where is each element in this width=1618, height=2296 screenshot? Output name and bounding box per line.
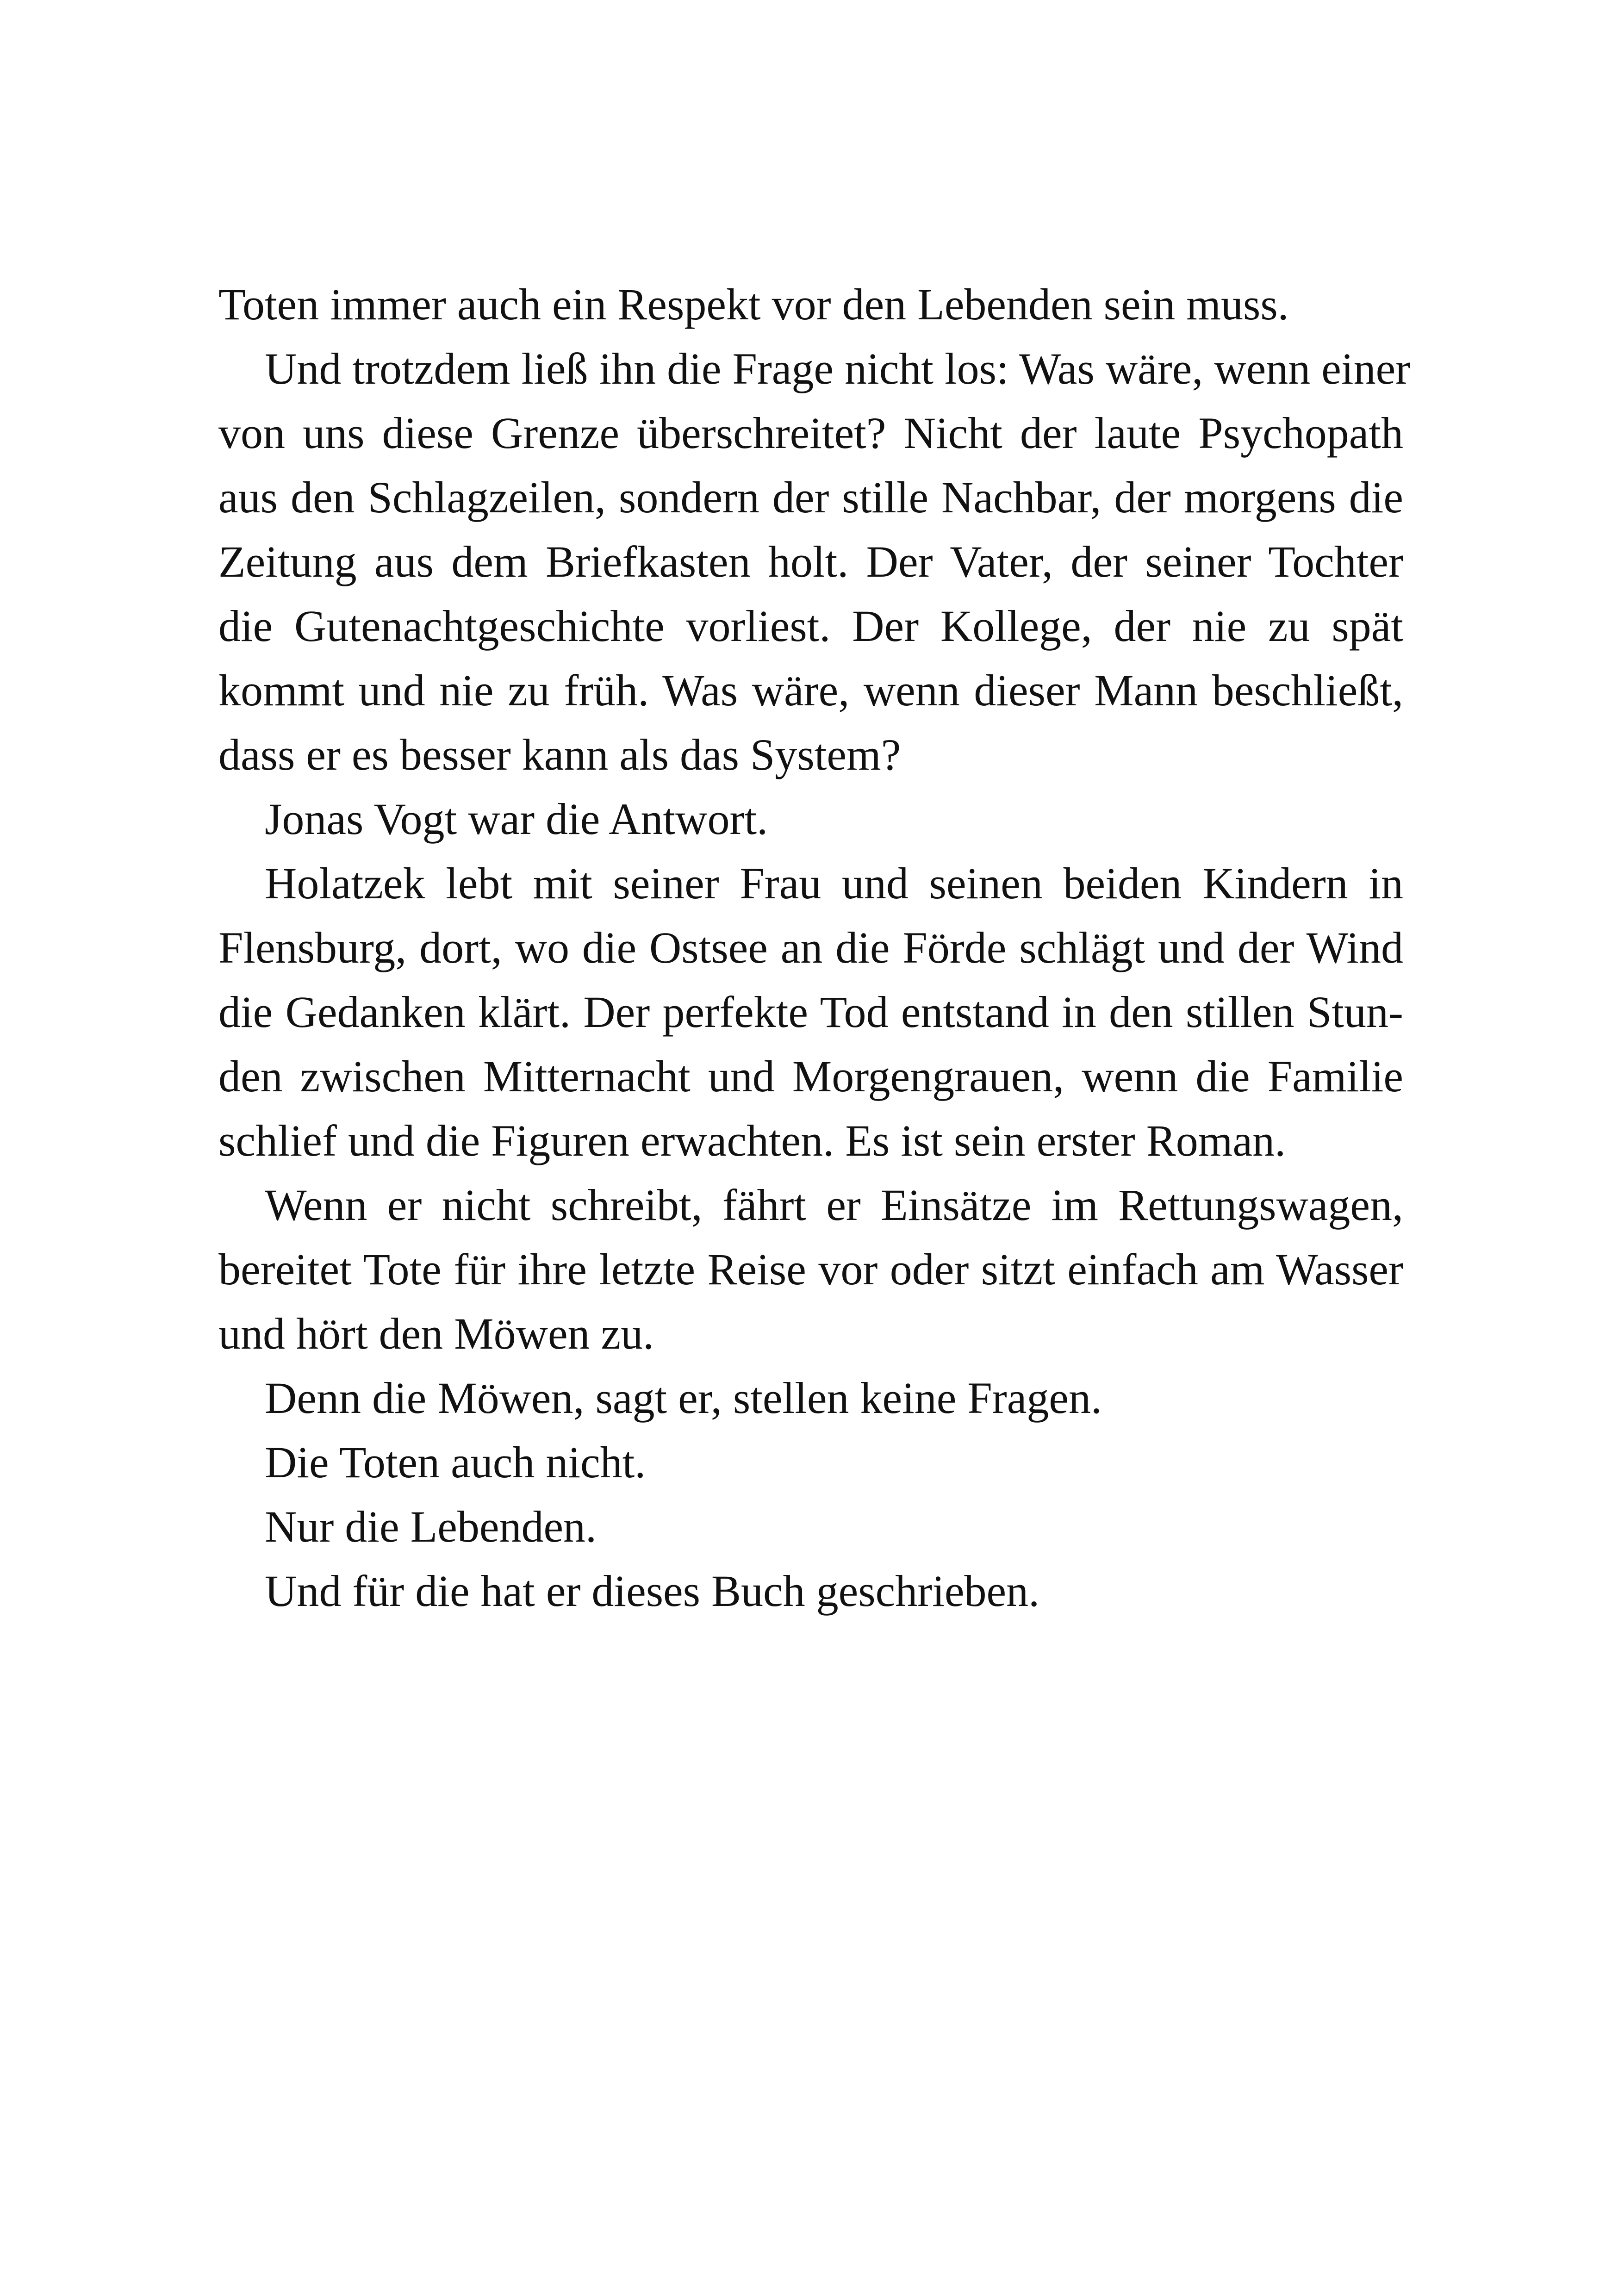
text-line: Holatzek lebt mit seiner Frau und seinen beiden Kindern in bbox=[265, 859, 1403, 908]
text-line: Toten immer auch ein Respekt vor den Lebenden sein muss. bbox=[218, 280, 1289, 329]
text-line: die Gedanken klärt. Der perfekte Tod entstand in den stillen Stun- bbox=[218, 987, 1403, 1037]
text-line: Nur die Lebenden. bbox=[265, 1502, 597, 1551]
text-line: den zwischen Mitternacht und Morgengrauen, wenn die Familie bbox=[218, 1052, 1403, 1101]
text-line: Und für die hat er dieses Buch geschrieben. bbox=[265, 1566, 1040, 1616]
text-line: dass er es besser kann als das System? bbox=[218, 730, 901, 779]
text-line: Jonas Vogt war die Antwort. bbox=[265, 794, 768, 844]
text-line: und hört den Möwen zu. bbox=[218, 1309, 654, 1358]
text-line: die Gutenachtgeschichte vorliest. Der Kollege, der nie zu spät bbox=[218, 601, 1403, 651]
text-line: aus den Schlagzeilen, sondern der stille Nachbar, der morgens die bbox=[218, 473, 1403, 522]
text-line: kommt und nie zu früh. Was wäre, wenn dieser Mann beschließt, bbox=[218, 666, 1403, 715]
body-text bbox=[218, 272, 1411, 1623]
text-line: Und trotzdem ließ ihn die Frage nicht los: Was wäre, wenn einer bbox=[265, 344, 1411, 393]
text-line: Die Toten auch nicht. bbox=[265, 1437, 646, 1487]
text-line: Wenn er nicht schreibt, fährt er Einsätze im Rettungswagen, bbox=[265, 1180, 1403, 1230]
text-line: schlief und die Figuren erwachten. Es ist sein erster Roman. bbox=[218, 1116, 1286, 1165]
text-line: Zeitung aus dem Briefkasten holt. Der Vater, der seiner Tochter bbox=[218, 537, 1403, 586]
text-line: von uns diese Grenze überschreitet? Nicht der laute Psychopath bbox=[218, 408, 1403, 458]
text-line: Denn die Möwen, sagt er, stellen keine Fragen. bbox=[265, 1373, 1102, 1423]
text-line: Flensburg, dort, wo die Ostsee an die Förde schlägt und der Wind bbox=[218, 923, 1403, 972]
text-line: bereitet Tote für ihre letzte Reise vor oder sitzt einfach am Wasser bbox=[218, 1244, 1403, 1294]
